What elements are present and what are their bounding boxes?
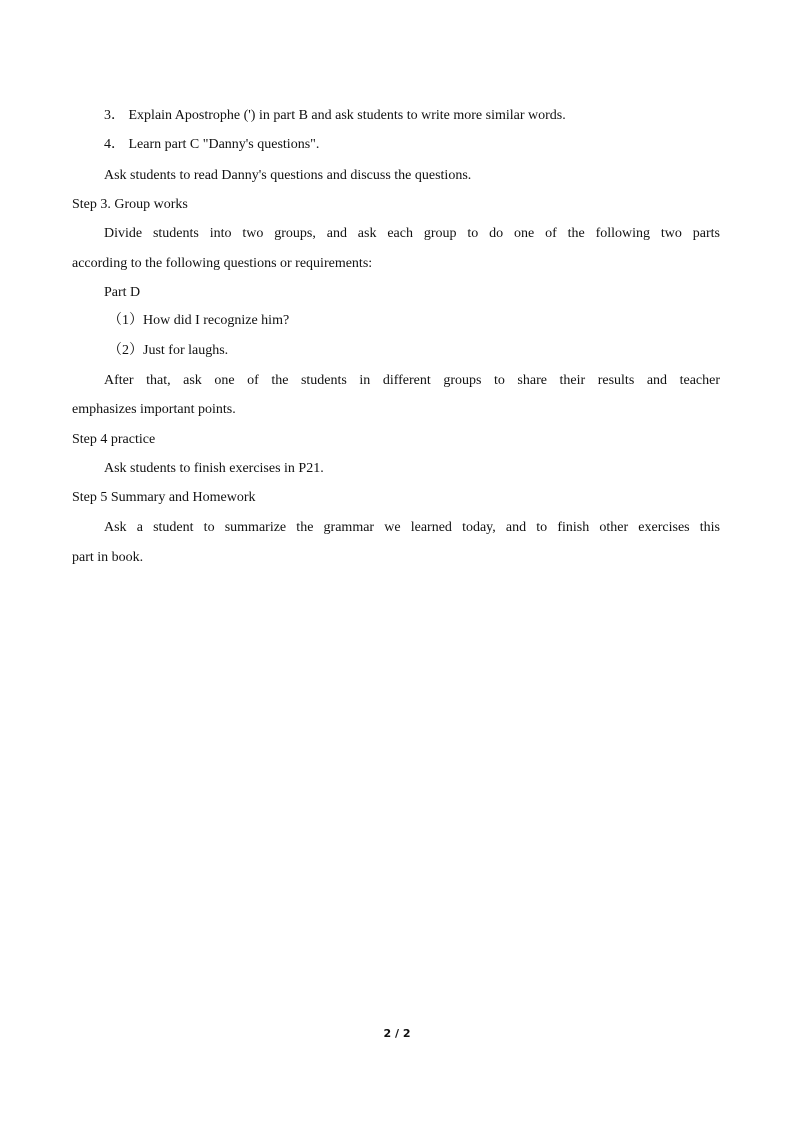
paragraph-text: Divide students into two groups, and ask each group to do one of the following two parts — [104, 226, 720, 241]
paragraph-text: emphasizes important points. — [72, 402, 236, 417]
section-label: Part D — [104, 285, 141, 300]
paragraph-text: Ask a student to summarize the grammar we learned today, and to finish other exercises this — [104, 520, 720, 535]
step-heading: Step 5 Summary and Homework — [72, 490, 256, 505]
paragraph-text: Ask students to read Danny's questions and discuss the questions. — [104, 168, 472, 183]
question-item: （2）Just for laughs. — [108, 343, 229, 358]
page-number: 2 / 2 — [383, 1027, 411, 1040]
list-item-4: 4． Learn part C "Danny's questions". — [104, 137, 320, 152]
paragraph-text: After that, ask one of the students in different groups to share their results and teacher — [104, 373, 720, 388]
step-heading: Step 4 practice — [72, 432, 156, 447]
question-item: （1）How did I recognize him? — [108, 313, 290, 328]
paragraph-text: Ask students to finish exercises in P21. — [104, 461, 324, 476]
paragraph-text: according to the following questions or requirements: — [72, 256, 373, 271]
list-item-3: 3． Explain Apostrophe (') in part B and ask students to write more similar words. — [104, 108, 566, 123]
paragraph-text: part in book. — [72, 550, 144, 565]
step-heading: Step 3. Group works — [72, 197, 188, 212]
